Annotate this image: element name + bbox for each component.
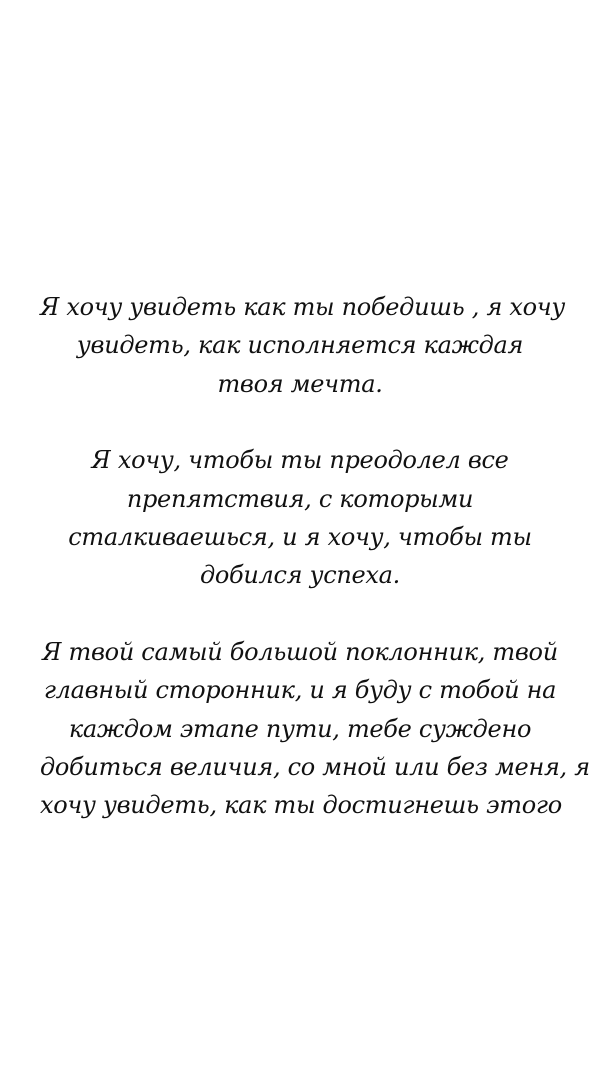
text-line: увидеть, как исполняется каждая <box>76 331 524 360</box>
paragraph-2 <box>40 441 560 595</box>
text-line: хочу увидеть, как ты достигнешь этого <box>40 791 562 820</box>
message-text <box>40 288 590 863</box>
text-line: каждом этапе пути, тебе суждено <box>68 714 532 743</box>
text-line: добиться величия, со мной или без меня, я <box>40 753 590 782</box>
paragraph-3 <box>40 633 590 825</box>
text-line: Я хочу, чтобы ты преодолел все <box>91 446 509 475</box>
text-line: Я твой самый большой поклонник, твой <box>42 637 558 666</box>
text-line: твоя мечта. <box>217 369 383 398</box>
text-line: добился успеха. <box>199 561 400 590</box>
text-line: сталкиваешься, и я хочу, чтобы ты <box>68 523 532 552</box>
text-line: главный сторонник, и я буду с тобой на <box>43 676 557 705</box>
paragraph-1 <box>40 288 565 403</box>
text-line: Я хочу увидеть как ты победишь , я хочу <box>40 293 565 321</box>
text-line: препятствия, с которыми <box>126 484 474 513</box>
